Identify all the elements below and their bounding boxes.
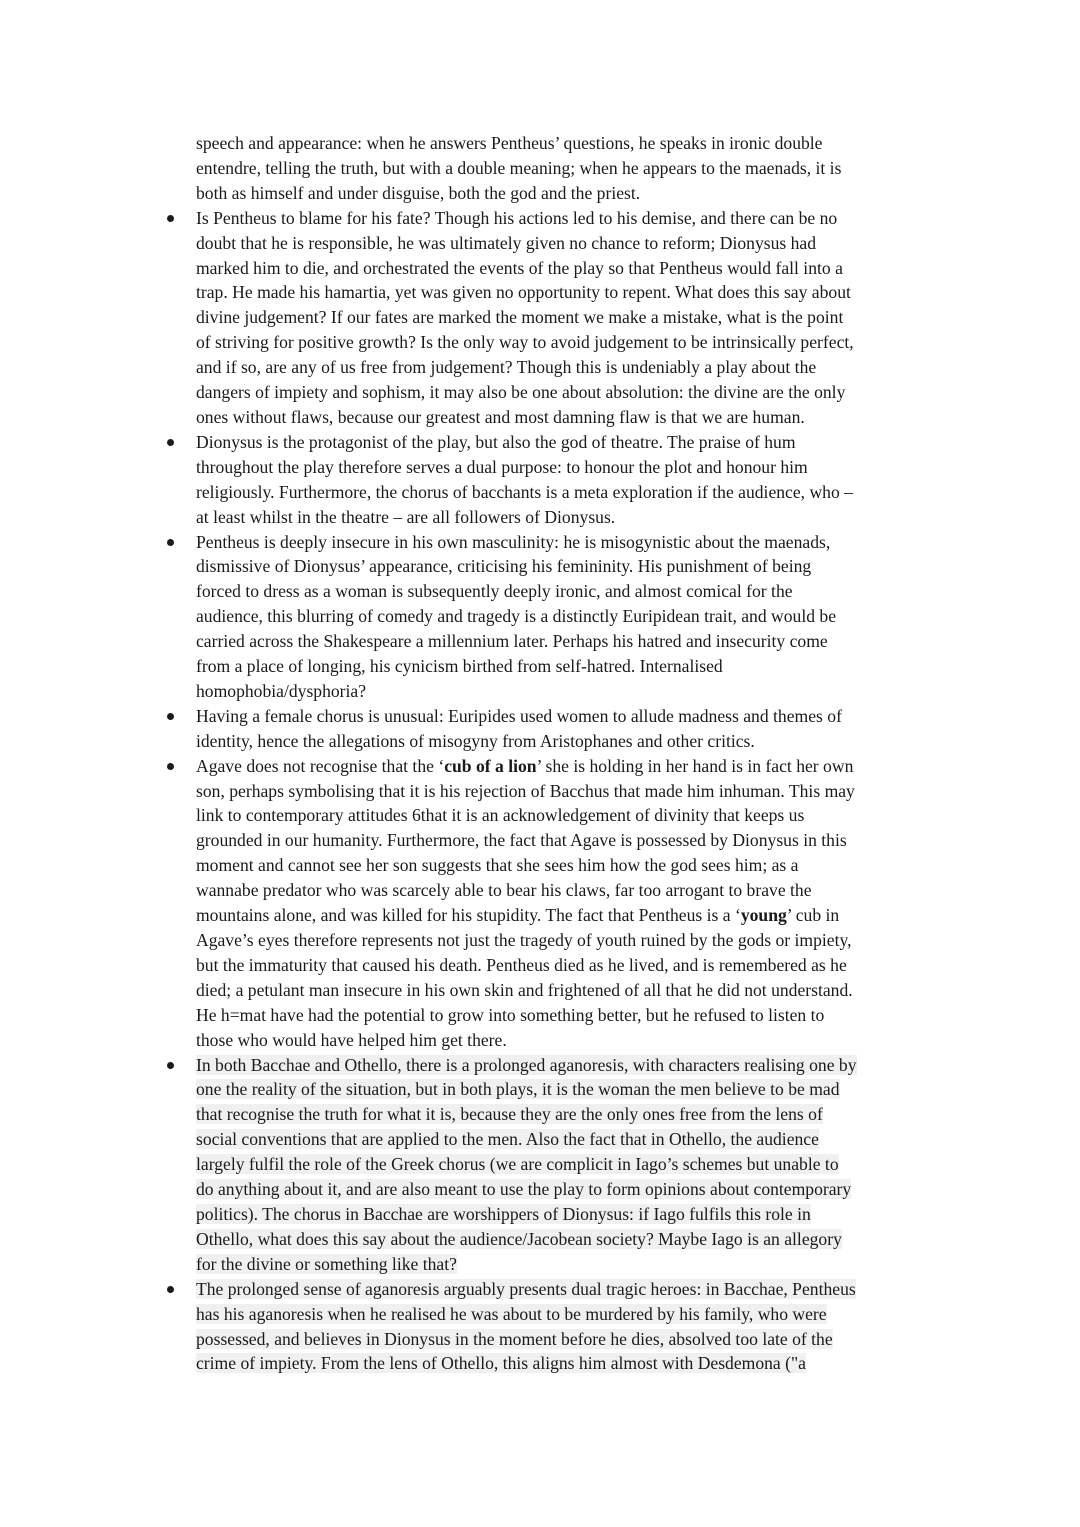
text-line: wannabe predator who was scarcely able to bear his claws, far too arrogant to brave the [196,880,812,901]
text-line: throughout the play therefore serves a dual purpose: to honour the plot and honour him [196,456,808,477]
text-line: died; a petulant man insecure in his own skin and frightened of all that he did not understand. [196,979,853,1000]
text-line: identity, hence the allegations of misogyny from Aristophanes and other critics. [196,730,755,751]
bullet-paragraph [196,430,948,530]
bullet-paragraph [196,530,948,704]
text-line: He h=mat have had the potential to grow into something better, but he refused to listen to [196,1004,825,1025]
bullet-dot-icon [167,530,175,538]
bullet-dot-icon [167,206,175,214]
text-line: religiously. Furthermore, the chorus of bacchants is a meta exploration if the audience, who – [196,481,853,502]
bullet-paragraph [196,206,948,430]
text-line: audience, this blurring of comedy and tragedy is a distinctly Euripidean trait, and would be [196,606,837,627]
text-line: that recognise the truth for what it is, because they are the only ones free from the lens of [196,1104,823,1125]
text-line: forced to dress as a woman is subsequently deeply ironic, and almost comical for the [196,581,793,602]
bullet-dot-icon [167,1277,175,1285]
text-line: mountains alone, and was killed for his stupidity. The fact that Pentheus is a ‘young’ cub in [196,905,840,926]
text-line: Agave does not recognise that the ‘cub of a lion’ she is holding in her hand is in fact her own [196,755,854,776]
text-line: of striving for positive growth? Is the only way to avoid judgement to be intrinsically perfect, [196,332,854,353]
text-line: Dionysus is the protagonist of the play, but also the god of theatre. The praise of hum [196,431,796,452]
text-line: and if so, are any of us free from judgement? Though this is undeniably a play about the [196,357,817,378]
text-line: Having a female chorus is unusual: Euripides used women to allude madness and themes of [196,705,842,726]
text-line: son, perhaps symbolising that it is his rejection of Bacchus that made him inhuman. This may [196,780,855,801]
text-line: Othello, what does this say about the audience/Jacobean society? Maybe Iago is an allegory [196,1228,842,1249]
text-line: Pentheus is deeply insecure in his own masculinity: he is misogynistic about the maenads, [196,531,831,552]
text-line: entendre, telling the truth, but with a double meaning; when he appears to the maenads, it is [196,157,842,178]
text-line: dangers of impiety and sophism, it may also be one about absolution: the divine are the only [196,382,846,403]
bullet-dot-icon [167,1053,175,1061]
text-line: Is Pentheus to blame for his fate? Though his actions led to his demise, and there can be no [196,207,838,228]
text-line: homophobia/dysphoria? [196,680,367,701]
quoted-phrase: cub of a lion [444,755,537,776]
text-line: has his aganoresis when he realised he was about to be murdered by his family, who were [196,1303,827,1324]
text-line: ones without flaws, because our greatest and most damning flaw is that we are human. [196,406,805,427]
text-line: do anything about it, and are also meant to use the play to form opinions about contemporary [196,1179,852,1200]
text-line: doubt that he is responsible, he was ultimately given no chance to reform; Dionysus had [196,232,817,253]
text-line: crime of impiety. From the lens of Othello, this aligns him almost with Desdemona ("a [196,1353,806,1374]
text-line: those who would have helped him get there. [196,1029,507,1050]
text-line: marked him to die, and orchestrated the events of the play so that Pentheus would fall into a [196,257,843,278]
text-line: moment and cannot see her son suggests that she sees him how the god sees him; as a [196,855,799,876]
paragraph-continued [196,131,948,206]
text-line: Agave’s eyes therefore represents not just the tragedy of youth ruined by the gods or impiety, [196,930,852,950]
text-line: but the immaturity that caused his death. Pentheus died as he lived, and is remembered as he [196,954,847,975]
text-line: trap. He made his hamartia, yet was given no opportunity to repent. What does this say about [196,282,851,303]
text-line: carried across the Shakespeare a millennium later. Perhaps his hatred and insecurity come [196,631,828,652]
bullet-paragraph [196,754,948,1053]
document-page [0,131,1080,1376]
text-line: at least whilst in the theatre – are all followers of Dionysus. [196,506,616,527]
text-line: speech and appearance: when he answers Pentheus’ questions, he speaks in ironic double [196,133,823,153]
text-line: dismissive of Dionysus’ appearance, criticising his femininity. His punishment of being [196,556,812,577]
text-line: The prolonged sense of aganoresis arguably presents dual tragic heroes: in Bacchae, Pentheus [196,1278,856,1299]
text-line: possessed, and believes in Dionysus in the moment before he dies, absolved too late of the [196,1328,833,1349]
bullet-paragraph [196,704,948,754]
text-line: one the reality of the situation, but in both plays, it is the woman the men believe to be mad [196,1079,840,1100]
text-line: divine judgement? If our fates are marked the moment we make a mistake, what is the point [196,307,844,328]
bullet-paragraph [196,1053,948,1277]
text-line: for the divine or something like that? [196,1253,457,1274]
text-line: grounded in our humanity. Furthermore, the fact that Agave is possessed by Dionysus in this [196,830,847,851]
text-line: social conventions that are applied to the men. Also the fact that in Othello, the audience [196,1129,819,1150]
bullet-dot-icon [167,430,175,438]
text-line: In both Bacchae and Othello, there is a prolonged aganoresis, with characters realising one by [196,1054,857,1075]
bullet-paragraph [196,1277,948,1377]
text-line: politics). The chorus in Bacchae are worshippers of Dionysus: if Iago fulfils this role in [196,1203,811,1224]
bullet-dot-icon [167,754,175,762]
quoted-phrase: young [740,905,787,926]
text-line: largely fulfil the role of the Greek chorus (we are complicit in Iago’s schemes but unable to [196,1154,839,1175]
text-line: from a place of longing, his cynicism birthed from self-hatred. Internalised [196,656,723,677]
text-line: both as himself and under disguise, both the god and the priest. [196,182,641,203]
text-line: link to contemporary attitudes 6that it is an acknowledgement of divinity that keeps us [196,805,805,826]
bullet-dot-icon [167,704,175,712]
